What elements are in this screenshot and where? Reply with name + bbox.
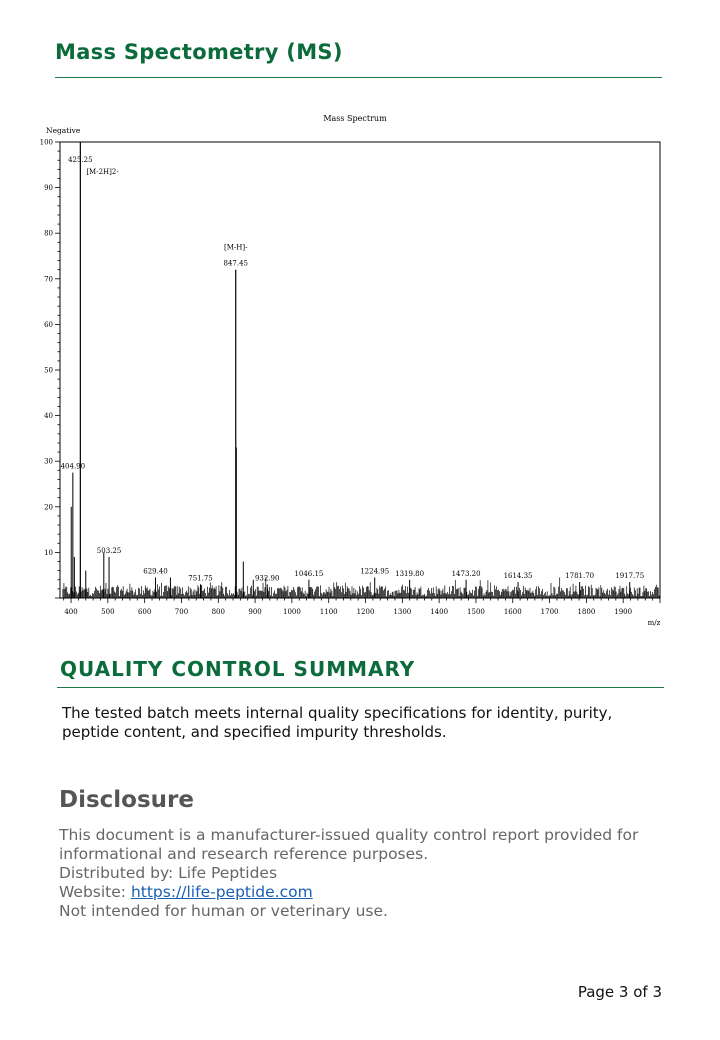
chart-title: Mass Spectrum: [323, 114, 387, 123]
plot-frame: [60, 142, 660, 598]
x-tick-label: 800: [211, 608, 225, 616]
x-tick-label: 1000: [282, 608, 301, 616]
peaks-layer: [61, 142, 645, 598]
x-tick-label: 1100: [319, 608, 338, 616]
peak-label: 1046.15: [294, 569, 324, 578]
y-tick-label: 60: [44, 320, 53, 329]
page-number: Page 3 of 3: [577, 983, 662, 1001]
disclosure-statement: This document is a manufacturer-issued quality control report provided for informational and research reference purposes.: [59, 826, 639, 863]
website-prefix: Website:: [59, 883, 131, 901]
ms-title-divider: [55, 77, 662, 78]
peak-label: 503.25: [96, 546, 122, 555]
peak-label: 404.90: [60, 462, 86, 471]
x-tick-label: 1400: [430, 608, 449, 616]
y-tick-label: 100: [40, 138, 53, 147]
peak-label: 1917.75: [615, 572, 645, 581]
website-line: [59, 883, 669, 902]
qc-title-divider: [57, 687, 664, 688]
mass-spectrum-chart: [40, 105, 670, 630]
peak-label: 1614.35: [503, 572, 533, 581]
x-tick-label: 900: [248, 608, 262, 616]
peak-label: 1224.95: [360, 567, 390, 576]
x-tick-label: 1700: [540, 608, 559, 616]
noise-trace: [63, 577, 659, 598]
qc-summary-text: The tested batch meets internal quality specifications for identity, purity, peptide content, and specified impurity thresholds.: [62, 704, 613, 741]
disclosure-body: [59, 826, 669, 921]
x-tick-label: 1900: [614, 608, 633, 616]
peak-label: 425.25: [68, 156, 93, 164]
peak-label: 629.40: [143, 567, 168, 576]
peak-annotation: [M-H]-: [224, 243, 248, 252]
y-axis: [40, 139, 60, 599]
x-tick-label: 700: [174, 608, 189, 616]
usage-warning: Not intended for human or veterinary use.: [59, 902, 388, 920]
peak-annotation: [M-2H]2-: [86, 168, 119, 176]
y-tick-label: 90: [44, 184, 53, 193]
y-tick-label: 10: [44, 548, 53, 557]
baseline-noise: [63, 577, 659, 598]
peak-label: 1319.80: [395, 569, 425, 578]
peak-label: 932.90: [254, 574, 280, 583]
x-tick-label: 1300: [393, 608, 412, 616]
x-tick-label: 500: [101, 608, 115, 616]
peak-label: 1781.70: [565, 572, 595, 581]
distributor-line: Distributed by: Life Peptides: [59, 864, 278, 882]
y-tick-label: 20: [44, 503, 53, 512]
x-tick-label: 1200: [356, 608, 375, 616]
x-tick-label: 1600: [503, 608, 522, 616]
x-tick-label: 1800: [577, 608, 596, 616]
ms-section-title: Mass Spectometry (MS): [55, 40, 343, 64]
x-axis-label: m/z: [647, 619, 661, 627]
website-link[interactable]: https://life-peptide.com: [130, 883, 313, 901]
chart-mode-label: Negative: [46, 126, 81, 135]
y-tick-label: 30: [44, 457, 53, 466]
disclosure-title: Disclosure: [59, 787, 194, 813]
x-tick-label: 1500: [467, 608, 485, 616]
x-tick-label: 600: [137, 608, 152, 616]
x-tick-label: 400: [64, 608, 78, 616]
y-tick-label: 70: [44, 275, 53, 284]
y-tick-label: 40: [44, 412, 53, 421]
x-axis: [64, 598, 660, 616]
qc-summary-title: QUALITY CONTROL SUMMARY: [60, 657, 416, 681]
y-tick-label: 80: [44, 229, 53, 238]
peak-label: 1473.20: [451, 569, 481, 578]
peak-label: 751.75: [188, 574, 213, 583]
y-tick-label: 50: [44, 366, 53, 375]
peak-label: 847.45: [223, 259, 248, 268]
